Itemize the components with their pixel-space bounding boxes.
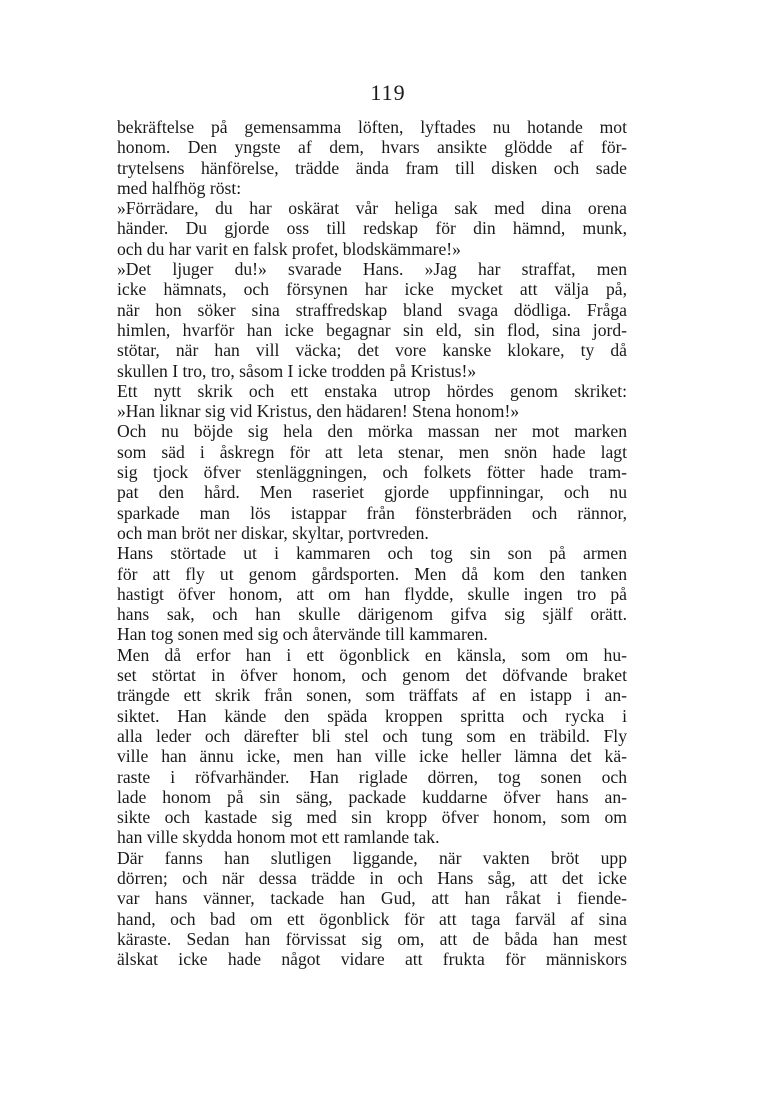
- text-line: siktet. Han kände den späda kroppen spritta och rycka i: [117, 705, 627, 726]
- text-line: skullen I tro, tro, såsom I icke trodden på Kristus!»: [117, 360, 477, 381]
- text-line: Hans störtade ut i kammaren och tog sin son på armen: [117, 543, 627, 564]
- paragraph: [117, 421, 627, 543]
- text-line: Och nu böjde sig hela den mörka massan ner mot marken: [117, 421, 627, 442]
- text-line: pat den hård. Men raseriet gjorde uppfinningar, och nu: [117, 482, 627, 503]
- text-line: bekräftelse på gemensamma löften, lyftades nu hotande mot: [117, 117, 627, 137]
- paragraph: [117, 117, 627, 198]
- text-line: och du har varit en falsk profet, blodskämmare!»: [117, 238, 461, 259]
- text-line: trytelsens hänförelse, trädde ända fram till disken och sade: [117, 157, 627, 178]
- body-text: [117, 117, 627, 969]
- paragraph: [117, 543, 627, 644]
- paragraph: [117, 381, 627, 422]
- text-line: han ville skydda honom mot ett ramlande tak.: [117, 827, 440, 848]
- text-line: var hans vänner, tackade han Gud, att han råkat i fiende-: [117, 888, 627, 909]
- text-line: Ett nytt skrik och ett enstaka utrop hördes genom skriket:: [117, 380, 627, 401]
- text-line: älskat icke hade något vidare att frukta för människors: [117, 949, 627, 970]
- text-line: »Han liknar sig vid Kristus, den hädaren! Stena honom!»: [117, 401, 520, 422]
- text-line: hand, och bad om ett ögonblick för att taga farväl af sina: [117, 908, 627, 929]
- text-line: och man bröt ner diskar, skyltar, portvreden.: [117, 522, 429, 543]
- text-line: sikte och kastade sig med sin kropp öfver honom, som om: [117, 807, 627, 828]
- text-line: dörren; och när dessa trädde in och Hans såg, att det icke: [117, 867, 627, 888]
- paragraph: [117, 645, 627, 848]
- text-line: händer. Du gjorde oss till redskap för din hämnd, munk,: [117, 218, 627, 239]
- text-line: alla leder och därefter bli stel och tung som en träbild. Fly: [117, 725, 627, 746]
- text-line: »Förrädare, du har oskärat vår heliga sak med dina orena: [117, 198, 627, 219]
- paragraph: [117, 259, 627, 381]
- text-line: med halfhög röst:: [117, 177, 242, 198]
- text-line: sig tjock öfver stenläggningen, och folkets fötter hade tram-: [117, 462, 627, 483]
- page-number: 119: [370, 80, 406, 105]
- text-line: som säd i åskregn för att leta stenar, men snön hade lagt: [117, 441, 627, 462]
- text-line: när hon söker sina straffredskap bland svaga dödliga. Fråga: [117, 299, 627, 320]
- text-line: hans sak, och han skulle därigenom gifva sig själf orätt.: [117, 604, 627, 625]
- text-line: lade honom på sin säng, packade kuddarne öfver hans an-: [117, 786, 627, 807]
- text-line: Där fanns han slutligen liggande, när vakten bröt upp: [117, 847, 627, 868]
- text-line: trängde ett skrik från sonen, som träffats af en istapp i an-: [117, 685, 627, 706]
- paragraph: [117, 848, 627, 970]
- text-line: ville han ännu icke, men han ville icke heller lämna det kä-: [117, 746, 627, 767]
- paragraph: [117, 198, 627, 259]
- text-line: hastigt öfver honom, att om han flydde, skulle ingen tro på: [117, 583, 627, 604]
- text-line: icke hämnats, och försynen har icke mycket att välja på,: [117, 279, 627, 300]
- text-line: »Det ljuger du!» svarade Hans. »Jag har straffat, men: [117, 259, 627, 280]
- text-line: set störtat in öfver honom, och genom det döfvande braket: [117, 665, 627, 686]
- text-line: käraste. Sedan han förvissat sig om, att de båda han mest: [117, 928, 627, 949]
- text-line: för att fly ut genom gårdsporten. Men då kom den tanken: [117, 563, 627, 584]
- text-line: sparkade man lös istappar från fönsterbräden och rännor,: [117, 502, 627, 523]
- text-line: stötar, när han vill väcka; det vore kanske klokare, ty då: [117, 340, 627, 361]
- text-line: honom. Den yngste af dem, hvars ansikte glödde af för-: [117, 137, 627, 158]
- text-line: raste i röfvarhänder. Han riglade dörren, tog sonen och: [117, 766, 627, 787]
- text-line: himlen, hvarför han icke begagnar sin eld, sin flod, sina jord-: [117, 319, 627, 340]
- text-line: Han tog sonen med sig och återvände till kammaren.: [117, 624, 488, 645]
- text-line: Men då erfor han i ett ögonblick en känsla, som om hu-: [117, 644, 627, 665]
